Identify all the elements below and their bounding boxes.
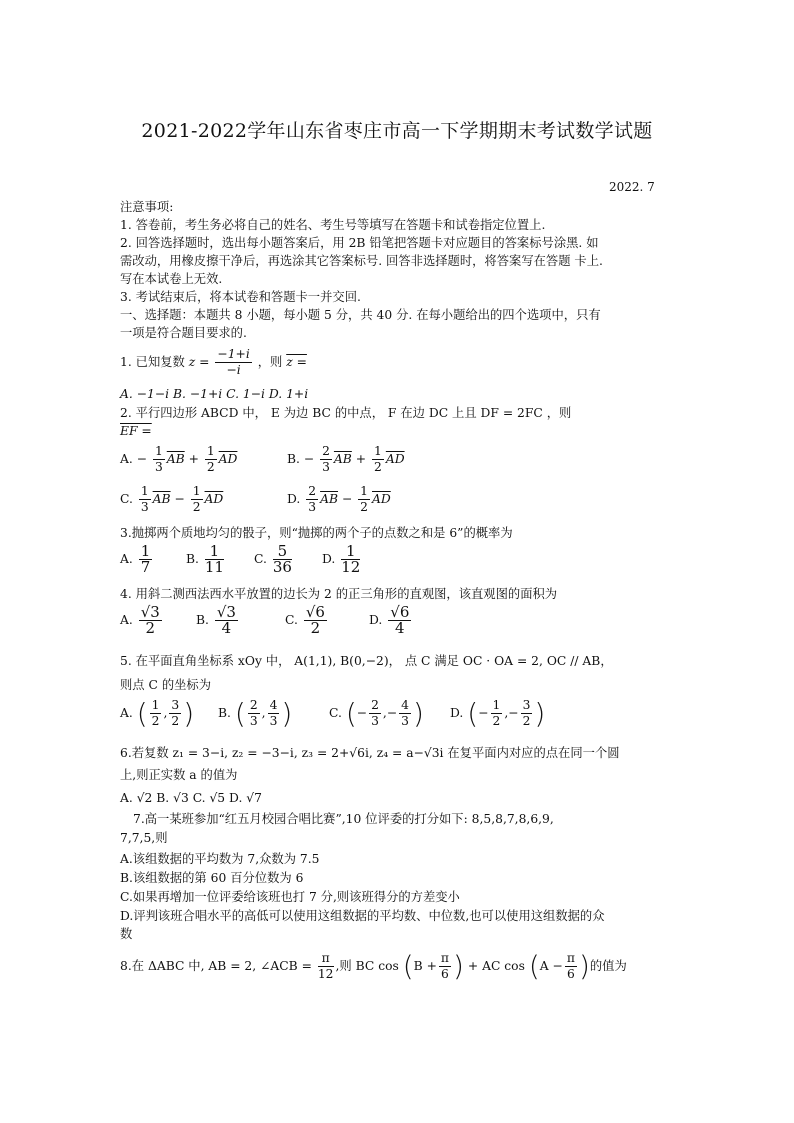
q1-numerator: −1+i (217, 347, 250, 361)
q2b-ad: $\overline{AD}$ (385, 452, 405, 466)
q5a-label: A. (120, 706, 133, 720)
q4c-label: C. (285, 613, 298, 627)
q3d-d: 12 (341, 558, 361, 576)
question-7-option-c: C.如果再增加一位评委给该班也打 7 分,则该班得分的方差变小 (120, 890, 460, 904)
question-1-options: A. −1−i B. −1+i C. 1−i D. 1+i (120, 387, 309, 401)
q5c-ad: 3 (371, 714, 379, 728)
section-heading-cont: 一项是符合题目要求的. (120, 326, 247, 340)
q4b-label: B. (196, 613, 209, 627)
q5c-bd: 3 (401, 714, 409, 728)
q4b-n: √3 (216, 603, 236, 621)
q2c-ad: $\overline{AD}$ (204, 492, 224, 506)
q2b-ab: $\overline{AB}$ (333, 452, 352, 466)
question-4-option-d (369, 605, 413, 636)
question-7-option-d: D.评判该班合唱水平的高低可以使用这组数据的平均数、中位数,也可以使用这组数据的众 (120, 909, 605, 923)
q2b-d2: 2 (374, 460, 382, 474)
q5d-an: 1 (492, 698, 501, 712)
q3c-n: 5 (273, 544, 292, 560)
q1-z: z = (188, 355, 210, 369)
q3b-label: B. (186, 552, 199, 566)
q2b-op: + (355, 452, 367, 466)
q5d-bd: 2 (522, 714, 531, 728)
q5c-bn: 4 (401, 698, 409, 712)
q5d-ad: 2 (492, 714, 501, 728)
question-5-stem-cont: 则点 C 的坐标为 (120, 678, 212, 692)
q8-twelve: 12 (317, 967, 334, 981)
notice-1: 1. 答卷前，考生务必将自己的姓名、考生号等填写在答题卡和试卷指定位置上. (120, 218, 546, 232)
q2a-op: + (188, 452, 199, 466)
q5b-an: 2 (249, 698, 258, 712)
q5c-sb: − (386, 706, 398, 720)
q8-text-d: + AC cos (467, 959, 525, 973)
q4d-label: D. (369, 613, 383, 627)
q5b-label: B. (218, 706, 231, 720)
q3d-n: 1 (341, 544, 360, 560)
q3c-d: 36 (272, 558, 292, 576)
q8-text-f: 的值为 (589, 959, 627, 973)
notice-2a: 2. 回答选择题时，选出每小题答案后，用 2B 铅笔把答题卡对应题目的答案标号涂黑. 如 (120, 236, 599, 250)
q2c-n2: 1 (192, 484, 201, 498)
question-5-option-d: D. (− $\frac{1}{2}$ ,− $\frac{3}{2}$ ) (450, 697, 546, 730)
exam-date: 2022. 7 (609, 180, 655, 194)
q2d-op: − (341, 492, 353, 506)
q2b-label: B. − (287, 452, 315, 466)
notice-2b: 需改动，用橡皮擦干净后，再选涂其它答案标号. 回答非选择题时，将答案写在答题 卡上. (120, 254, 603, 268)
q8-text-c: B + (413, 959, 437, 973)
q8-six: 6 (441, 967, 449, 981)
question-1-stem (120, 347, 307, 378)
question-5-option-b: B. ( $\frac{2}{3}$ , $\frac{4}{3}$ ) (218, 697, 293, 730)
q2d-n1: 2 (308, 484, 317, 498)
q3a-d: 7 (140, 558, 151, 576)
q5d-label: D. (450, 706, 464, 720)
q8-text-a: 8.在 ΔABC 中, AB = 2, ∠ACB = (120, 959, 312, 973)
question-6-stem-cont: 上,则正实数 a 的值为 (120, 768, 238, 782)
q5d-bn: 3 (522, 698, 531, 712)
q2a-label: A. − (120, 452, 148, 466)
question-2-option-b (287, 444, 405, 475)
q5b-bd: 3 (269, 714, 278, 728)
q2b-d1: 3 (322, 460, 330, 474)
question-4-option-c (285, 605, 329, 636)
q4d-n: √6 (390, 603, 410, 621)
question-4-option-b (196, 605, 240, 636)
q3d-label: D. (322, 552, 336, 566)
question-2-option-a (120, 444, 237, 475)
question-7-stem: 7.高一某班参加“红五月校园合唱比赛”,10 位评委的打分如下: 8,5,8,7,8,6,9, (133, 812, 554, 826)
question-4-stem: 4. 用斜二测西法西水平放置的边长为 2 的正三角形的直观图，该直观图的面积为 (120, 587, 558, 601)
question-8-stem: 8.在 ΔABC 中, AB = 2, ∠ACB = $\frac{\pi}{12}$ ,则 BC cos (B + $\frac{\pi}{6}$ ) + AC cos (A − $\frac{\pi}{6}$ )的值为 (120, 949, 627, 983)
q2a-d2: 2 (206, 460, 215, 474)
q4a-label: A. (120, 613, 133, 627)
q8-pi-3: π (566, 951, 575, 965)
q2d-label: D. (287, 492, 301, 506)
q5c-sa: − (356, 706, 368, 720)
q4a-n: √3 (140, 603, 160, 621)
q8-six-2: 6 (566, 967, 575, 981)
q3b-d: 11 (204, 558, 224, 576)
q2c-d1: 3 (140, 500, 149, 514)
question-7-option-a: A.该组数据的平均数为 7,众数为 7.5 (120, 852, 320, 866)
question-2-stem: 2. 平行四边形 ABCD 中， E 为边 BC 的中点， F 在边 DC 上且 DF = 2FC ，则 (120, 406, 572, 420)
question-2-ef (120, 423, 152, 439)
q4d-d: 4 (395, 619, 405, 637)
q5a-bd: 2 (171, 714, 180, 728)
q2a-ab: $\overline{AB}$ (166, 452, 185, 466)
question-3-option-a (120, 544, 154, 575)
q5a-bn: 3 (171, 698, 180, 712)
q2a-ad: $\overline{AD}$ (218, 452, 238, 466)
q2c-op: − (174, 492, 185, 506)
q1-text-b: ，则 (257, 355, 283, 369)
q2a-n2: 1 (206, 444, 215, 458)
q4c-n: √6 (305, 603, 325, 621)
q5c-an: 2 (371, 698, 379, 712)
q5d-sb: − (508, 706, 519, 720)
q3a-label: A. (120, 552, 133, 566)
question-6-stem: 6.若复数 z₁ = 3−i, z₂ = −3−i, z₃ = 2+√6i, z₄ = a−√3i 在复平面内对应的点在同一个圆 (120, 746, 620, 760)
question-7-option-b: B.该组数据的第 60 百分位数为 6 (120, 871, 304, 885)
q5c-label: C. (329, 706, 342, 720)
question-3-option-b (186, 544, 226, 575)
q2d-d2: 2 (360, 500, 368, 514)
q2b-n2: 1 (374, 444, 382, 458)
q2c-n1: 1 (140, 484, 149, 498)
question-5-stem: 5. 在平面直角坐标系 xOy 中， A(1,1), B(0,−2)， 点 C 满足 OC · OA = 2, OC // AB， (120, 654, 613, 668)
q4c-d: 2 (310, 619, 321, 637)
q3b-n: 1 (205, 544, 224, 560)
question-2-option-d (287, 484, 391, 515)
q4b-d: 4 (221, 619, 232, 637)
q2c-ab: $\overline{AB}$ (152, 492, 171, 506)
q2a-d1: 3 (154, 460, 163, 474)
q1-text: 1. 已知复数 (120, 355, 185, 369)
question-6-options: A. √2 B. √3 C. √5 D. √7 (120, 791, 262, 805)
notice-2c: 写在本试卷上无效. (120, 272, 223, 286)
q2a-n1: 1 (154, 444, 163, 458)
q8-text-e: A − (539, 959, 563, 973)
question-3-option-c (254, 544, 294, 575)
q5a-an: 1 (151, 698, 160, 712)
notice-3: 3. 考试结束后，将本试卷和答题卡一并交回. (120, 290, 361, 304)
question-3-stem: 3.抛掷两个质地均匀的骰子，则“抛掷的两个子的点数之和是 6”的概率为 (120, 526, 513, 540)
q2d-n2: 1 (360, 484, 368, 498)
q3c-label: C. (254, 552, 267, 566)
q2c-label: C. (120, 492, 133, 506)
page-title: 2021-2022学年山东省枣庄市高一下学期期末考试数学试题 (141, 120, 653, 142)
q5d-sa: − (478, 706, 489, 720)
q8-pi: π (318, 951, 334, 967)
q5a-ad: 2 (151, 714, 160, 728)
q2b-n1: 2 (322, 444, 330, 458)
q2d-ab: $\overline{AB}$ (320, 492, 339, 506)
question-3-option-d (322, 544, 362, 575)
q3a-n: 1 (140, 542, 151, 560)
question-7-stem-cont: 7,7,5,则 (120, 831, 168, 845)
q8-pi-2: π (440, 951, 450, 965)
q5b-ad: 3 (249, 714, 258, 728)
q2d-d1: 3 (308, 500, 317, 514)
q1-fraction (215, 347, 251, 378)
notice-heading: 注意事项: (120, 200, 174, 214)
question-4-option-a (120, 605, 164, 636)
q4a-d: 2 (145, 619, 156, 637)
question-2-option-c (120, 484, 223, 515)
q2-ef-vector: EF = (120, 424, 152, 438)
q8-text-b: ,则 BC cos (335, 959, 399, 973)
question-7-option-d-cont: 数 (120, 927, 133, 941)
question-5-option-a: A. ( $\frac{1}{2}$ , $\frac{3}{2}$ ) (120, 697, 195, 730)
section-heading: 一、选择题：本题共 8 小题，每小题 5 分，共 40 分. 在每小题给出的四个选项中，只有 (120, 308, 601, 322)
q5b-bn: 4 (269, 698, 278, 712)
q2d-ad: $\overline{AD}$ (372, 492, 391, 506)
question-5-option-c: C. (− $\frac{2}{3}$ ,− $\frac{4}{3}$ ) (329, 697, 424, 730)
q2c-d2: 2 (192, 500, 201, 514)
q1-zbar: z = (286, 355, 307, 369)
q1-denominator: −i (226, 363, 241, 377)
